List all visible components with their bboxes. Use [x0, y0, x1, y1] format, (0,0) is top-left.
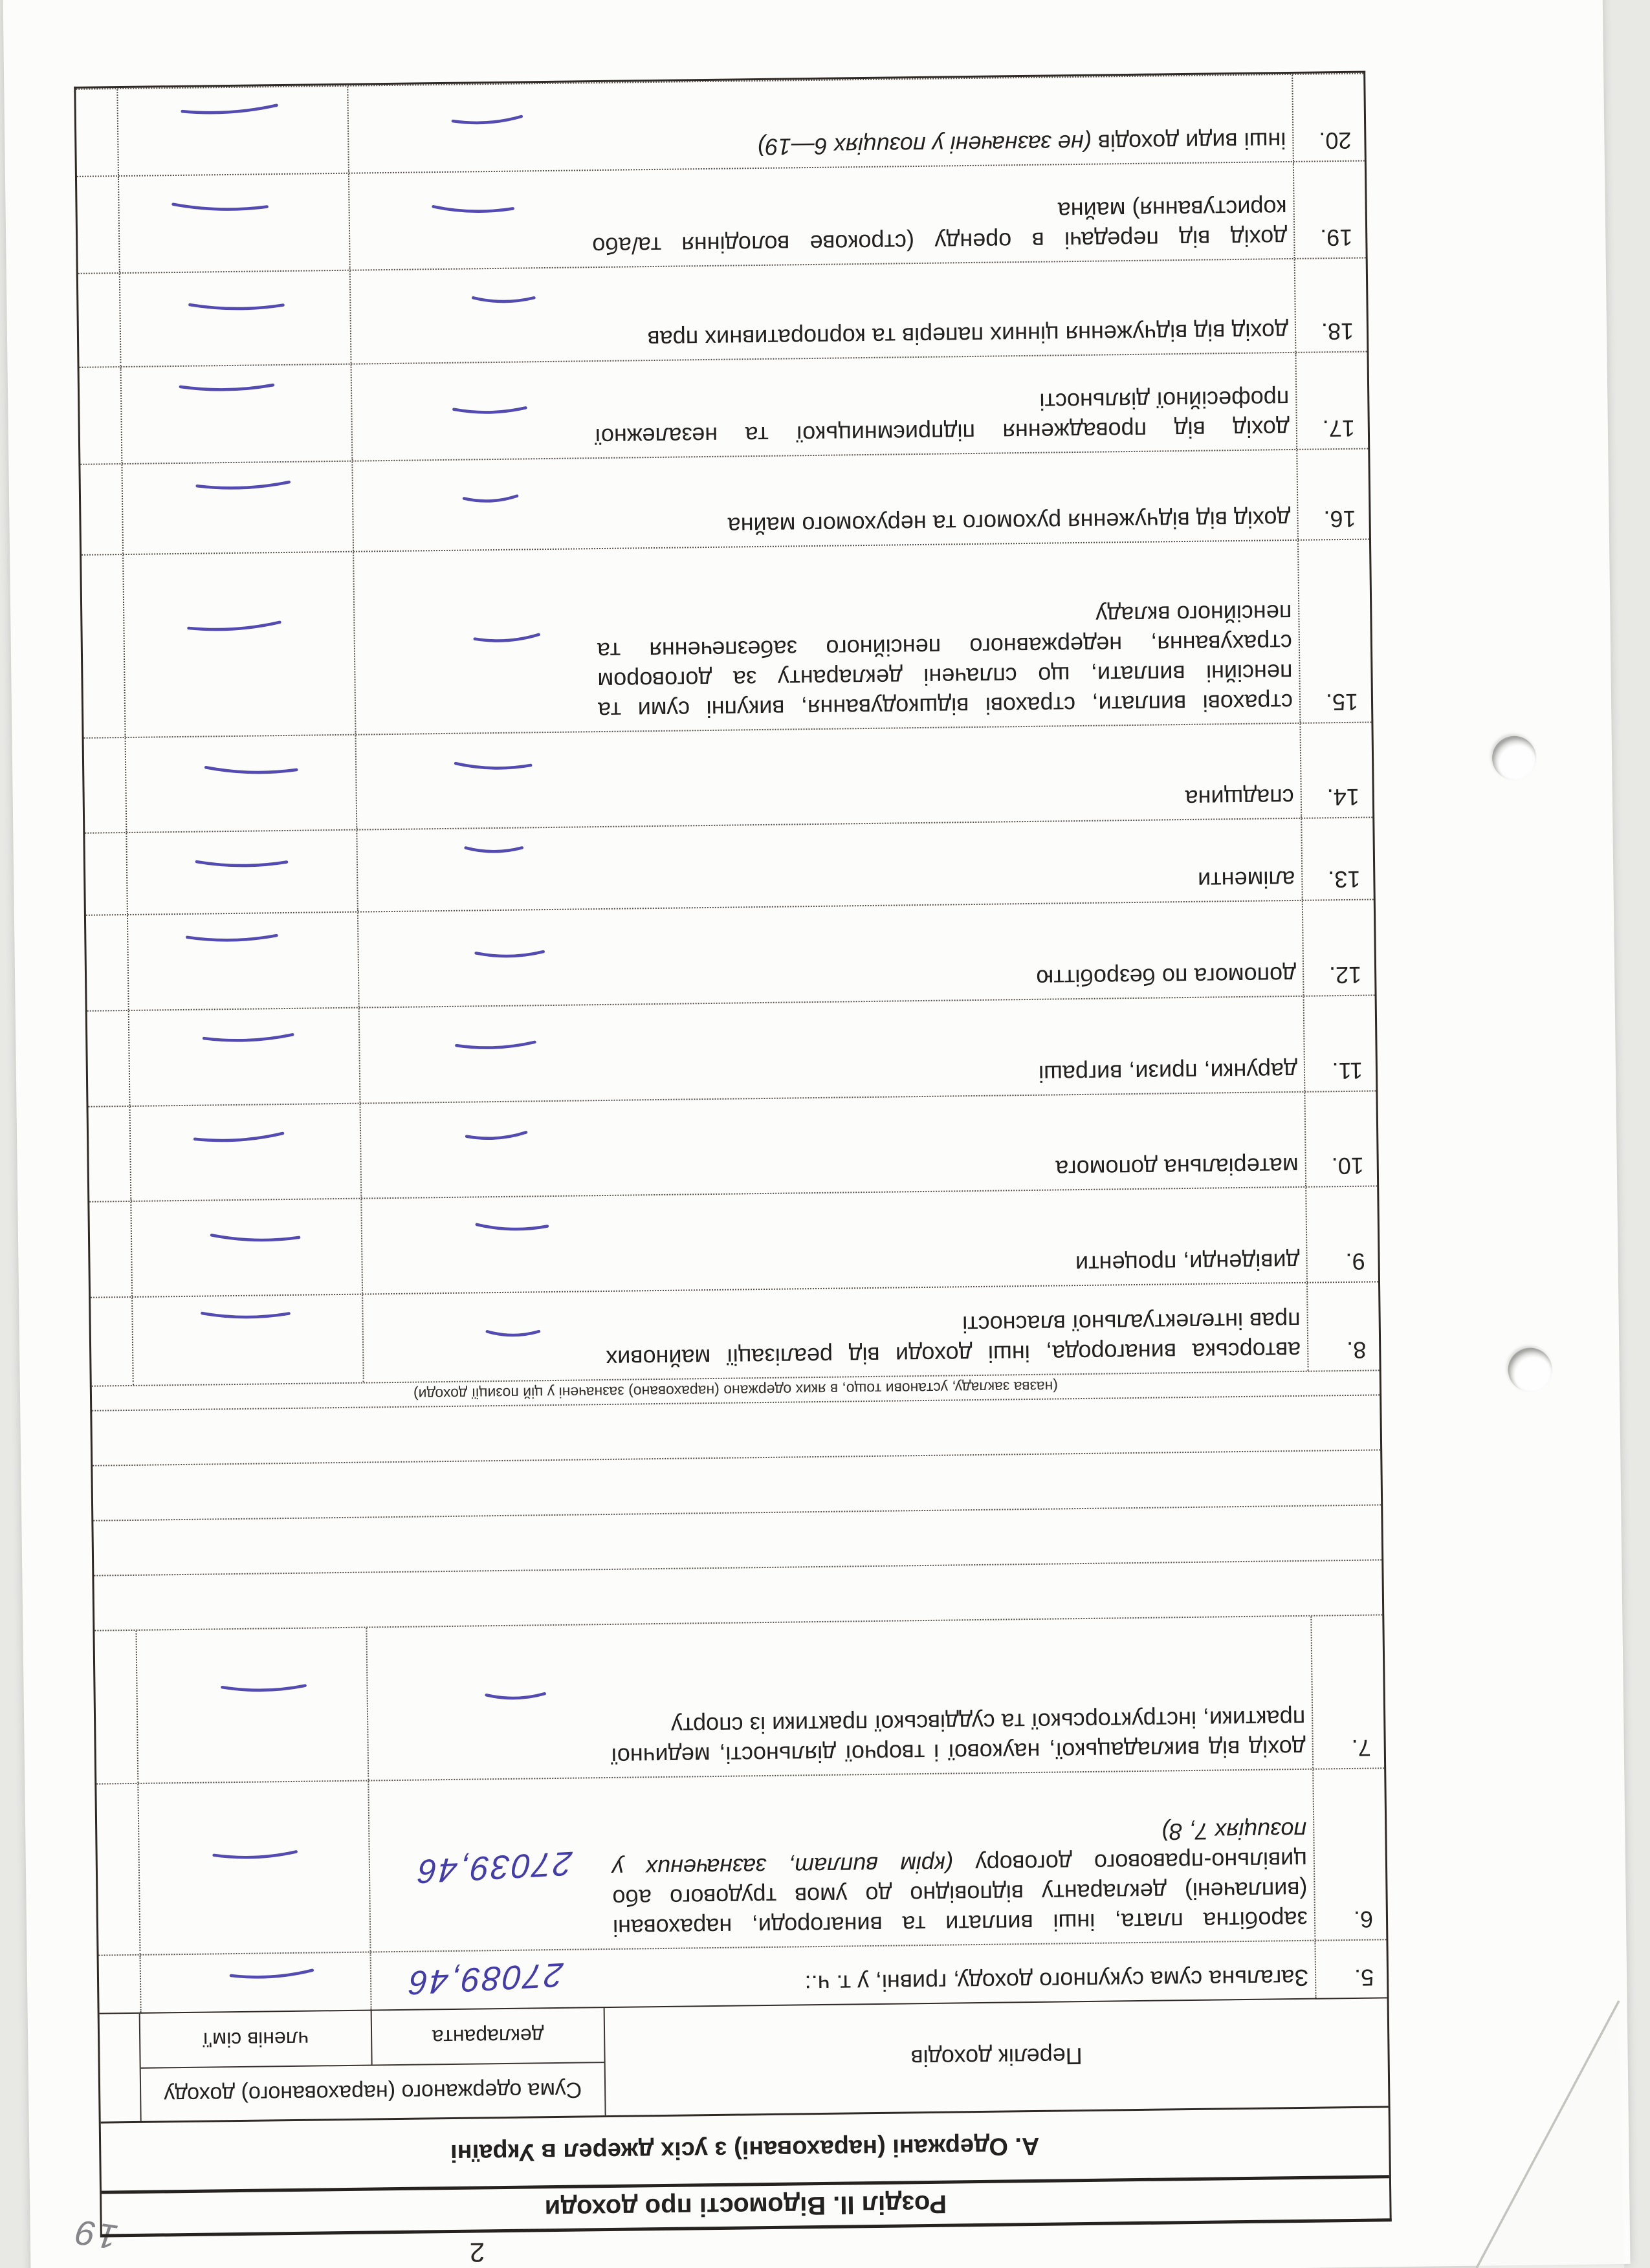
amount-cell-declarant	[349, 268, 584, 363]
handwritten-dash	[452, 400, 527, 417]
table-header	[100, 1997, 1389, 2121]
amount-cell-family	[122, 552, 355, 737]
handwritten-amount: 27039,46	[415, 1844, 573, 1890]
spare-cell	[80, 89, 118, 176]
column-header-spare	[104, 2014, 142, 2122]
row-number: 11.	[1303, 996, 1376, 1091]
amount-cell-declarant	[357, 910, 591, 1007]
amount-cell-family	[135, 1628, 368, 1783]
column-header-family-members: членів сім'ї	[202, 2027, 309, 2052]
amount-cell-family	[131, 1295, 363, 1385]
amount-cell-family	[126, 831, 357, 914]
handwritten-dash	[180, 98, 279, 120]
amount-cell-declarant	[358, 1005, 593, 1102]
row-label: допомога по безробіттю	[1036, 961, 1297, 992]
handwritten-dash	[202, 1027, 295, 1047]
handwritten-dash	[186, 615, 282, 637]
amount-cell-declarant	[347, 83, 581, 172]
spare-cell	[85, 555, 124, 737]
row-number: 12.	[1302, 900, 1375, 995]
spare-cell	[91, 1011, 129, 1106]
handwritten-dash	[462, 489, 520, 507]
handwritten-dash	[204, 760, 299, 780]
amount-cell-family	[129, 1104, 361, 1201]
spare-cell	[82, 274, 120, 367]
row-label: страхові виплати, страхові відшкодування, викупні суми та пенсійні виплати, що сплачені декларанту за договором страхування, недержавного пенсійного забезпечення та пенсійного вкладу	[597, 599, 1293, 725]
handwritten-dash	[464, 1126, 528, 1146]
income-row-18	[78, 257, 1367, 367]
income-row-8	[91, 1281, 1380, 1385]
paper-sheet	[3, 0, 1630, 2268]
handwritten-dash	[431, 199, 515, 217]
amount-cell-declarant	[351, 362, 585, 460]
row-number: 5.	[1314, 1940, 1387, 1998]
column-header-amount: Сума одержаного (нарахованого) доходу	[141, 2062, 605, 2121]
row-number: 9.	[1305, 1186, 1378, 1281]
income-row-13	[85, 816, 1373, 914]
income-row-19	[77, 160, 1366, 273]
row-number: 15.	[1297, 540, 1371, 722]
amount-cell-declarant	[360, 1196, 595, 1293]
income-row-12	[86, 899, 1375, 1010]
income-row-10	[89, 1090, 1378, 1201]
amount-cell-family	[130, 1199, 362, 1296]
handwritten-dash	[474, 944, 545, 961]
handwritten-dash	[464, 840, 524, 856]
amount-cell-declarant	[348, 171, 582, 269]
pencil-sheet-number: 19	[67, 2212, 124, 2256]
handwritten-dash	[472, 627, 541, 648]
row-label: заробітна плата, інші виплати та винагороди, нараховані (виплачені) декларанту відповідно до умов трудового або цивільно-правового договору (крім виплат, зазначених у позиціях 7, 8)	[611, 1816, 1308, 1941]
hole-punch	[1508, 1347, 1552, 1392]
handwritten-dash	[454, 756, 533, 774]
row-label: матеріальна допомога	[1055, 1152, 1299, 1183]
row-number: 6.	[1312, 1769, 1386, 1939]
spare-cell	[93, 1107, 131, 1201]
amount-cell-declarant	[360, 1101, 594, 1197]
row-label: дохід від відчуження цінних паперів та корпоративних прав	[647, 318, 1289, 353]
row-number: 7.	[1310, 1615, 1384, 1768]
table-body	[76, 73, 1387, 2013]
row-label-italic: (не зазначені у позиціях 6—19)	[757, 129, 1092, 161]
spare-cell	[94, 1298, 133, 1386]
amount-cell-family	[121, 462, 353, 554]
amount-cell-declarant	[362, 1292, 596, 1382]
amount-cell-family	[119, 271, 351, 366]
amount-cell-family	[127, 913, 358, 1010]
row-label: аліменти	[1197, 866, 1295, 894]
row-label: дивіденди, проценти	[1075, 1248, 1300, 1278]
handwritten-dash	[450, 109, 523, 129]
spare-cell	[98, 1631, 137, 1783]
row-number: 20.	[1292, 74, 1365, 161]
spare-cell	[83, 367, 122, 464]
amount-cell-family	[125, 736, 357, 832]
amount-cell-declarant	[355, 732, 589, 829]
amount-cell-family	[118, 174, 349, 272]
amount-cell-declarant	[368, 1778, 602, 1951]
handwritten-dash	[212, 1845, 298, 1864]
handwritten-dash	[485, 1687, 547, 1704]
income-row-11	[87, 994, 1376, 1106]
amount-cell-declarant	[370, 1950, 604, 2009]
row-number: 16.	[1296, 450, 1369, 540]
column-header-income-list: Перелік доходів	[604, 1998, 1389, 2115]
row-number: 10.	[1304, 1091, 1377, 1186]
row-label: дохід від викладацької, наукової і творчої діяльності, медичної практики, інструкторської та суддівської практики із спорту	[610, 1705, 1306, 1770]
spare-cell	[93, 1202, 131, 1297]
amount-cell-family	[120, 365, 352, 463]
row-label: дохід від передачі в оренду (строкове володіння та/або користування) майна	[592, 194, 1288, 260]
income-row-15	[82, 538, 1371, 737]
income-row-9	[89, 1185, 1378, 1296]
spare-cell	[84, 464, 122, 554]
handwritten-amount: 27089,46	[406, 1955, 564, 2002]
amount-cell-declarant	[366, 1625, 600, 1780]
column-header-declarant: декларанта	[371, 2008, 604, 2064]
income-row-7	[94, 1614, 1384, 1783]
handwritten-dash	[185, 928, 278, 946]
handwritten-dash	[220, 1679, 307, 1696]
amount-cell-family	[140, 1953, 371, 2012]
spare-cell	[81, 177, 119, 273]
handwritten-dash	[179, 378, 275, 395]
institution-note: (назва закладу, установи тощо, в яких одержано (нараховано) зазначені у цій позиції доходи)	[92, 1369, 1380, 1410]
income-row-20	[76, 73, 1365, 176]
row-label: дохід від відчуження рухомого та нерухомого майна	[727, 505, 1291, 540]
handwritten-dash	[171, 197, 269, 216]
spare-cell	[103, 1956, 140, 2013]
spare-cell	[90, 915, 128, 1010]
row-number: 17.	[1295, 353, 1368, 449]
handwritten-dash	[200, 1306, 291, 1323]
income-table	[74, 71, 1391, 2238]
handwritten-dash	[471, 290, 536, 307]
amount-cell-declarant	[353, 549, 588, 734]
spare-cell	[89, 833, 127, 915]
handwritten-dash	[485, 1324, 541, 1341]
income-row-17	[80, 351, 1369, 464]
section-title: Розділ II. Відомості про доходи	[102, 2175, 1390, 2234]
spare-cell	[88, 738, 126, 833]
row-label: авторська винагорода, інші доходи від реалізації майнових прав інтелектуальної власності	[606, 1307, 1301, 1373]
amount-cell-declarant	[351, 459, 586, 551]
row-label: спадщина	[1185, 783, 1295, 812]
handwritten-dash	[210, 1227, 302, 1247]
handwritten-dash	[193, 1126, 285, 1148]
spare-cell	[100, 1784, 139, 1955]
row-number: 14.	[1299, 723, 1372, 817]
handwritten-dash	[195, 475, 291, 494]
handwritten-dash	[474, 1217, 549, 1236]
row-label: дохід від провадження підприємницької та незалежної професійної діяльності	[594, 385, 1290, 451]
income-row-14	[84, 721, 1373, 832]
amount-cell-declarant	[356, 827, 590, 911]
income-row-6	[96, 1767, 1386, 1954]
income-row-16	[80, 448, 1369, 554]
amount-cell-family	[137, 1782, 369, 1954]
row-number: 8.	[1306, 1282, 1380, 1370]
amount-cell-family	[116, 87, 348, 175]
subsection-title: А. Одержані (нараховані) з усіх джерел в Україні	[101, 2106, 1389, 2190]
row-label: інші види доходів (не зазначені у позиціях 6—19)	[757, 127, 1286, 161]
row-number: 19.	[1293, 162, 1366, 258]
row-number: 13.	[1301, 818, 1374, 899]
row-label-italic: (крім виплат, зазначених у позиціях 7, 8)	[611, 1816, 1307, 1882]
row-number: 18.	[1294, 259, 1367, 352]
amount-cell-family	[128, 1009, 360, 1106]
handwritten-dash	[195, 855, 289, 872]
row-label: дарунки, призи, виграші	[1038, 1057, 1298, 1087]
row-label: Загальна сума сукупного доходу, гривні, у т. ч.:	[804, 1964, 1309, 1998]
hole-punch	[1492, 736, 1537, 780]
handwritten-dash	[228, 1963, 314, 1985]
handwritten-dash	[188, 298, 285, 315]
typed-page-number: 2	[469, 2237, 485, 2268]
handwritten-dash	[454, 1035, 537, 1054]
